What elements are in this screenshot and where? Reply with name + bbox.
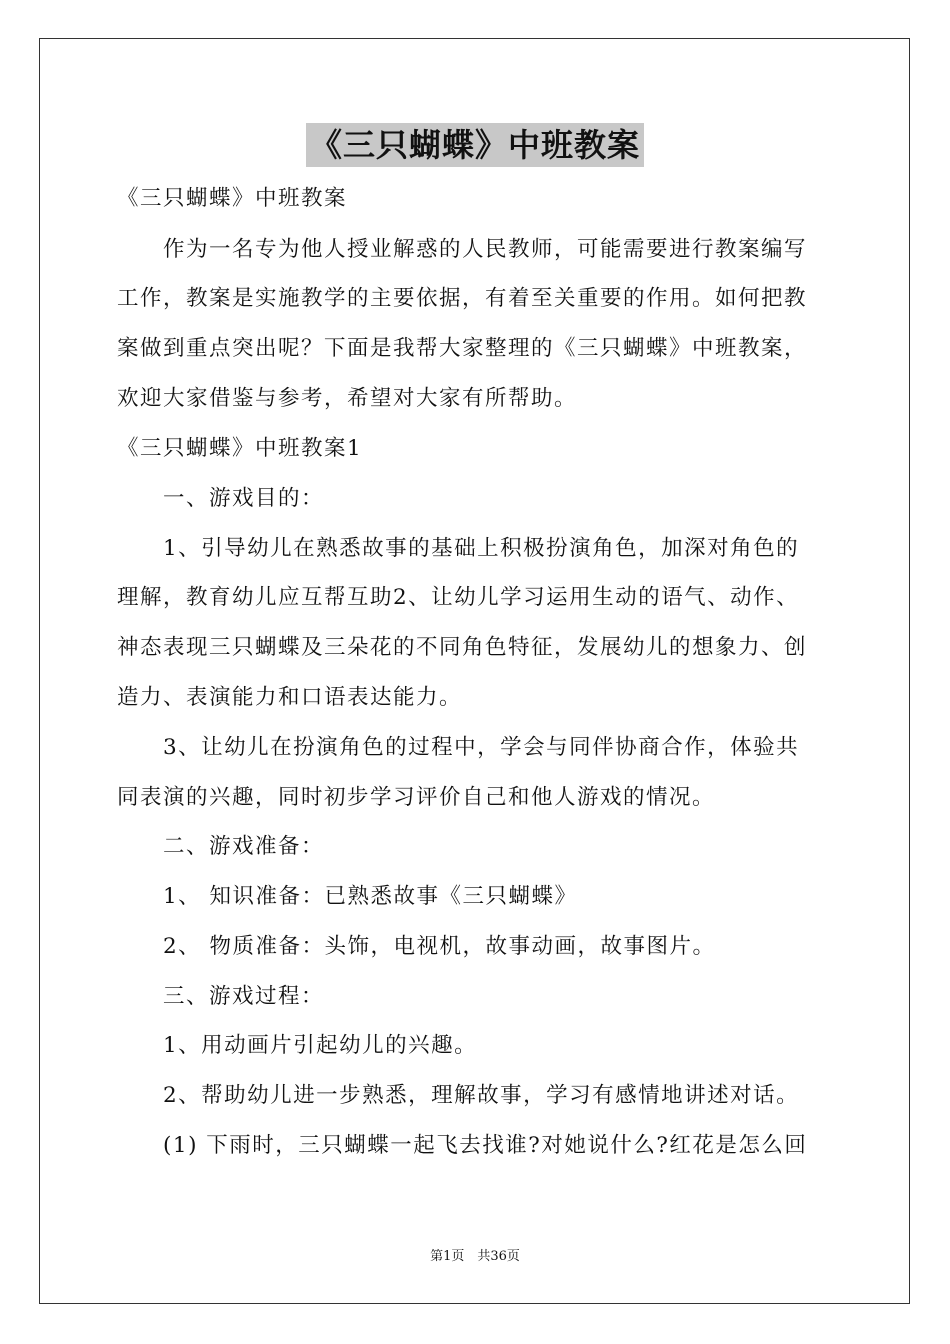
text-line: 《三只蝴蝶》中班教案 xyxy=(117,186,348,211)
text-line: 造力、表演能力和口语表达能力。 xyxy=(117,685,463,710)
title-container xyxy=(0,123,950,167)
text-line: 作为一名专为他人授业解惑的人民教师，可能需要进行教案编写 xyxy=(163,237,808,262)
page-footer: 第1页 共36页 xyxy=(430,1249,520,1264)
text-line: 神态表现三只蝴蝶及三朵花的不同角色特征，发展幼儿的想象力、创 xyxy=(117,635,808,660)
text-line: 三、游戏过程： xyxy=(163,984,325,1009)
text-line: 1、 知识准备：已熟悉故事《三只蝴蝶》 xyxy=(163,884,578,909)
page-border xyxy=(39,38,910,1304)
document-title: 《三只蝴蝶》中班教案 xyxy=(306,123,644,167)
text-line: 案做到重点突出呢？下面是我帮大家整理的《三只蝴蝶》中班教案， xyxy=(117,336,808,361)
text-line: 2、帮助幼儿进一步熟悉，理解故事，学习有感情地讲述对话。 xyxy=(163,1083,800,1108)
text-line: 理解，教育幼儿应互帮互助2、让幼儿学习运用生动的语气、动作、 xyxy=(117,585,800,610)
text-line: 工作，教案是实施教学的主要依据，有着至关重要的作用。如何把教 xyxy=(117,286,808,311)
text-line: 1、用动画片引起幼儿的兴趣。 xyxy=(163,1033,478,1058)
text-line: (1) 下雨时，三只蝴蝶一起飞去找谁?对她说什么?红花是怎么回 xyxy=(163,1133,808,1158)
text-line: 同表演的兴趣，同时初步学习评价自己和他人游戏的情况。 xyxy=(117,785,716,810)
text-line: 《三只蝴蝶》中班教案1 xyxy=(117,436,363,461)
text-line: 1、引导幼儿在熟悉故事的基础上积极扮演角色，加深对角色的 xyxy=(163,536,800,561)
text-line: 2、 物质准备：头饰，电视机，故事动画，故事图片。 xyxy=(163,934,716,959)
text-line: 一、游戏目的： xyxy=(163,486,325,511)
text-line: 欢迎大家借鉴与参考，希望对大家有所帮助。 xyxy=(117,386,578,411)
text-line: 二、游戏准备： xyxy=(163,834,325,859)
text-line: 3、让幼儿在扮演角色的过程中，学会与同伴协商合作，体验共 xyxy=(163,735,800,760)
